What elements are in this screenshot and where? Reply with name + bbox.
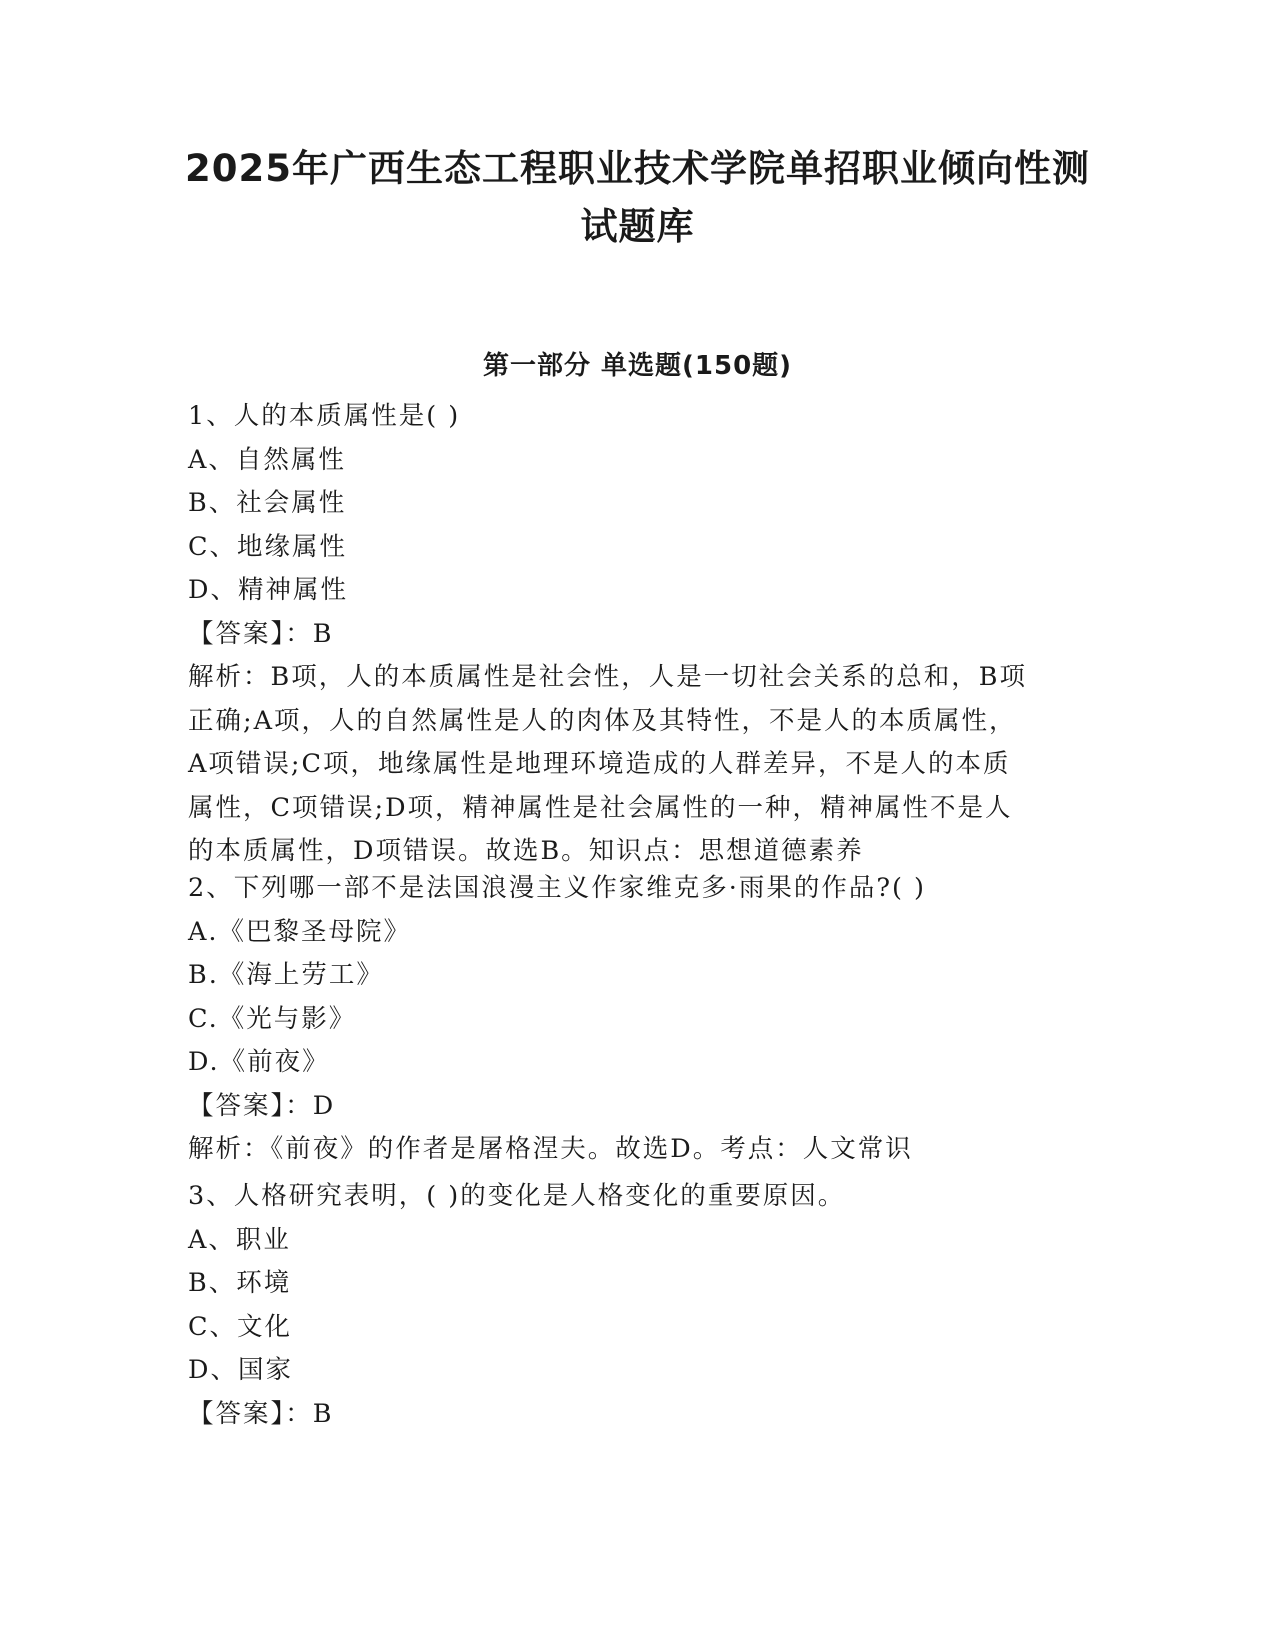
option-d: D、精神属性	[188, 575, 348, 605]
answer-label: 【答案】：	[188, 1090, 313, 1121]
answer-line	[188, 1393, 1088, 1437]
option-a: A、自然属性	[188, 444, 346, 475]
question-item-3	[188, 1175, 1088, 1436]
document-title-line-2: 试题库	[580, 205, 695, 248]
analysis-text	[188, 1128, 1088, 1172]
section-heading: 第一部分 单选题(150题)	[482, 351, 793, 381]
answer-label: 【答案】：	[188, 618, 313, 649]
option-b: B、环境	[188, 1268, 292, 1298]
question-text: 2、下列哪一部不是法国浪漫主义作家维克多·雨果的作品?( )	[188, 873, 927, 903]
answer-line	[188, 613, 1088, 657]
question-text: 1、人的本质属性是( )	[188, 401, 461, 431]
option-a: A、职业	[188, 1224, 291, 1255]
question-item-1	[188, 395, 1088, 874]
option-d: D.《前夜》	[188, 1047, 330, 1077]
analysis-text	[188, 656, 1088, 874]
option-c: C、文化	[188, 1311, 293, 1342]
analysis-line: A项错误;C项，地缘属性是地理环境造成的人群差异，不是人的本质	[188, 749, 1011, 779]
analysis-line: 的本质属性，D项错误。故选B。知识点：思想道德素养	[188, 836, 864, 866]
option-c: C.《光与影》	[188, 1003, 357, 1034]
analysis-line: 正确;A项，人的自然属性是人的肉体及其特性，不是人的本质属性，	[188, 705, 1017, 736]
question-item-2	[188, 867, 1088, 1172]
option-d: D、国家	[188, 1355, 293, 1385]
analysis-line: 解析：《前夜》的作者是屠格涅夫。故选D。考点：人文常识	[188, 1134, 913, 1164]
answer-value: B	[312, 1398, 334, 1429]
analysis-line: 解析：B项，人的本质属性是社会性，人是一切社会关系的总和，B项	[188, 662, 1027, 692]
option-a: A.《巴黎圣母院》	[188, 916, 412, 947]
answer-line	[188, 1085, 1088, 1129]
option-b: B.《海上劳工》	[188, 960, 384, 990]
question-text: 3、人格研究表明，( )的变化是人格变化的重要原因。	[188, 1181, 846, 1211]
document-title	[150, 140, 1125, 256]
option-c: C、地缘属性	[188, 531, 348, 562]
answer-value: B	[312, 618, 334, 649]
analysis-line: 属性，C项错误;D项，精神属性是社会属性的一种，精神属性不是人	[188, 792, 1013, 823]
answer-value: D	[312, 1090, 336, 1121]
option-b: B、社会属性	[188, 488, 347, 518]
document-title-line-1: 2025年广西生态工程职业技术学院单招职业倾向性测	[185, 147, 1090, 190]
answer-label: 【答案】：	[188, 1398, 313, 1429]
